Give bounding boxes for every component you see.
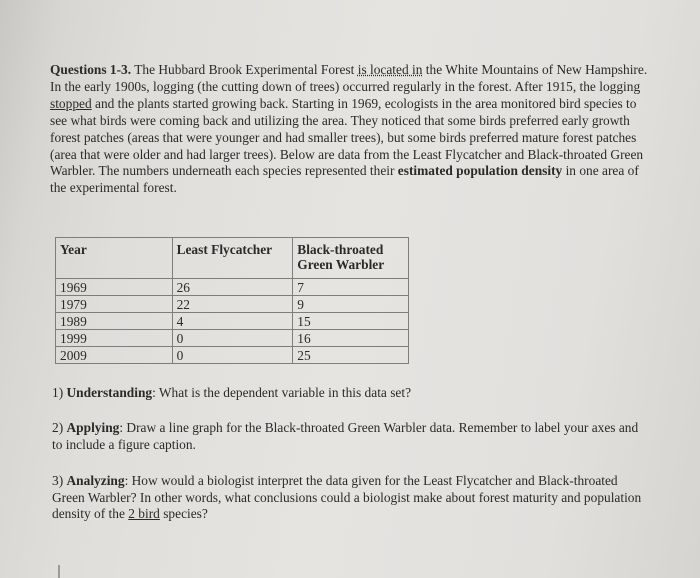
q3-underline-2-bird: 2 bird bbox=[128, 506, 160, 521]
q3-number: 3) bbox=[52, 473, 67, 488]
header-least-flycatcher: Least Flycatcher bbox=[172, 238, 293, 279]
intro-text-1: The Hubbard Brook Experimental Forest bbox=[131, 62, 358, 77]
intro-bold-density: estimated population density bbox=[397, 163, 563, 179]
table-row bbox=[56, 313, 409, 330]
cell-year: 1989 bbox=[56, 313, 173, 330]
cell-year: 1979 bbox=[56, 296, 173, 313]
cell-flycatcher: 0 bbox=[172, 330, 293, 347]
q2-number: 2) bbox=[52, 420, 67, 435]
table-row bbox=[56, 330, 409, 347]
questions-heading: Questions 1-3. bbox=[50, 62, 132, 77]
cell-flycatcher: 4 bbox=[172, 313, 293, 330]
cell-warbler: 7 bbox=[293, 279, 409, 296]
table-row bbox=[56, 347, 409, 364]
q1-text: : What is the dependent variable in this data set? bbox=[152, 385, 412, 400]
q1-number: 1) bbox=[52, 385, 67, 400]
question-2 bbox=[52, 420, 650, 453]
header-warbler: Black-throated Green Warbler bbox=[293, 238, 409, 279]
intro-underline-located: is located in bbox=[357, 62, 423, 77]
table-row bbox=[56, 279, 409, 296]
cell-flycatcher: 0 bbox=[172, 347, 293, 364]
cell-warbler: 9 bbox=[293, 296, 409, 313]
cell-warbler: 16 bbox=[293, 330, 409, 347]
question-1 bbox=[52, 385, 650, 402]
q3-label: Analyzing bbox=[66, 473, 125, 488]
q3-text: : How would a biologist interpret the data given for the Least Flycatcher and Black-throated Green Warbler? In other words, what conclusions could a biologist make about forest maturity and population density of the bbox=[52, 473, 642, 521]
q2-label: Applying bbox=[66, 420, 120, 435]
cell-year: 1999 bbox=[56, 330, 173, 347]
q3-text-end: species? bbox=[159, 506, 208, 521]
intro-text-3: and the plants started growing back. Starting in 1969, ecologists in the area monitored bird species to see what birds were coming back and utilizing the area. They noticed that some birds preferred early growth forest patches (areas that were younger and had smaller trees), but some birds preferred mature forest patches (area that were older and had larger trees). Below are data from the Least Flycatcher and Black-throated Green Warbler. The numbers underneath each species represented their bbox=[50, 95, 644, 179]
cell-year: 1969 bbox=[56, 279, 173, 296]
cell-flycatcher: 22 bbox=[172, 296, 293, 313]
q1-label: Understanding bbox=[66, 385, 153, 400]
table-row bbox=[56, 296, 409, 313]
bird-data-table bbox=[55, 237, 409, 364]
intro-paragraph bbox=[50, 62, 648, 197]
intro-text-4: in one area of the experimental forest. bbox=[50, 163, 639, 196]
intro-text-2: the White Mountains of New Hampshire. In the early 1900s, logging (the cutting down of trees) occurred regularly in the forest. After 1915, the logging bbox=[50, 62, 648, 94]
cell-warbler: 15 bbox=[293, 313, 409, 330]
intro-underline-stopped: stopped bbox=[50, 95, 92, 111]
q2-text: : Draw a line graph for the Black-throated Green Warbler data. Remember to label your axes and to include a figure caption. bbox=[52, 420, 639, 452]
cell-year: 2009 bbox=[56, 347, 173, 364]
table-header-row bbox=[56, 238, 409, 279]
question-3 bbox=[52, 473, 650, 523]
pencil-mark bbox=[58, 565, 60, 578]
header-year: Year bbox=[56, 238, 173, 279]
cell-warbler: 25 bbox=[293, 347, 409, 364]
cell-flycatcher: 26 bbox=[172, 279, 293, 296]
